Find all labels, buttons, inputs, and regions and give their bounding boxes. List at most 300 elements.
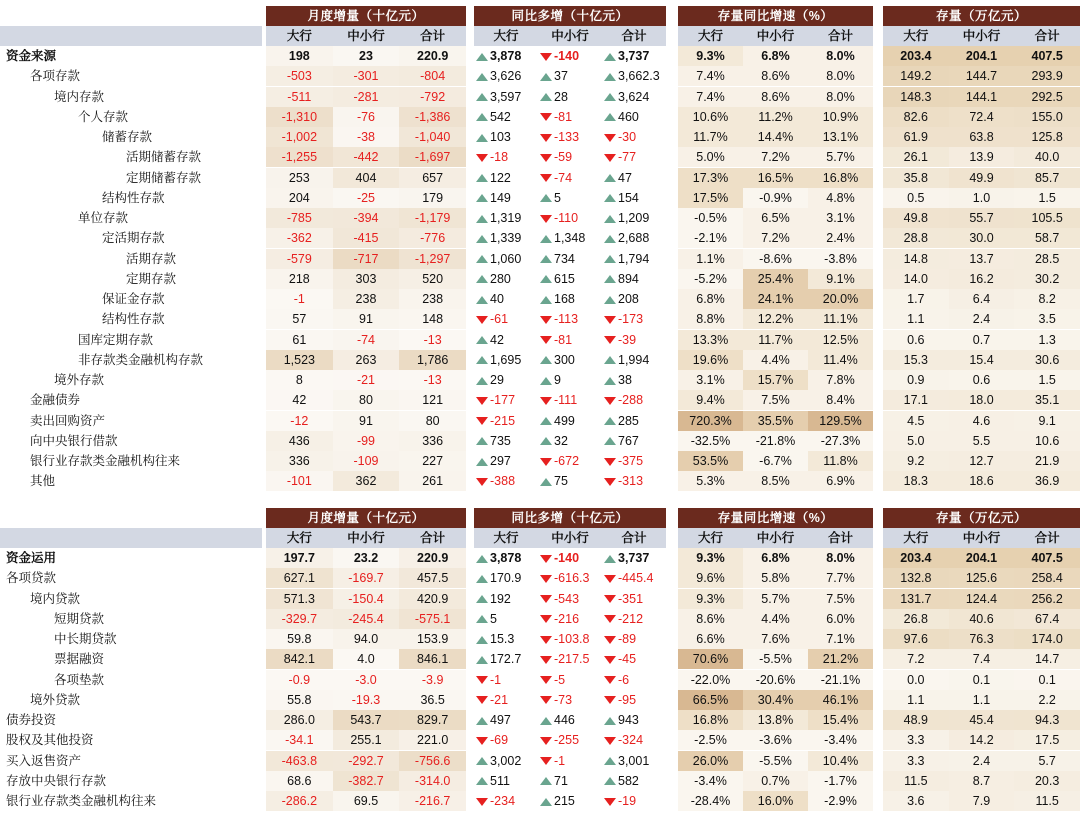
yoy-increase-cell — [604, 791, 666, 811]
yoy-increase-cell — [540, 609, 602, 629]
yoy-increase-cell — [604, 289, 666, 309]
growth-rate-cell: 9.1% — [808, 269, 873, 289]
monthly-increment-cell: -150.4 — [333, 589, 400, 609]
table-row — [0, 411, 1080, 431]
yoy-increase-value: -74 — [554, 170, 573, 185]
yoy-increase-cell — [604, 127, 666, 147]
growth-rate-cell: 11.1% — [808, 309, 873, 329]
balance-cell: 292.5 — [1014, 87, 1080, 107]
down-arrow-icon — [476, 478, 488, 486]
balance-cell: 0.1 — [949, 670, 1015, 690]
yoy-increase-value: -77 — [618, 150, 637, 165]
growth-rate-cell: 70.6% — [678, 649, 743, 669]
yoy-increase-cell — [476, 127, 538, 147]
growth-rate-cell: 16.8% — [678, 710, 743, 730]
yoy-increase-value: -61 — [490, 312, 509, 327]
yoy-increase-cell — [540, 690, 602, 710]
up-arrow-icon — [604, 777, 616, 785]
yoy-increase-cell — [604, 390, 666, 410]
growth-rate-cell: 11.7% — [743, 330, 808, 350]
yoy-increase-value: 32 — [554, 433, 568, 448]
monthly-increment-cell: 220.9 — [399, 46, 466, 66]
yoy-increase-value: -21 — [490, 692, 509, 707]
up-arrow-icon — [604, 215, 616, 223]
up-arrow-icon — [476, 93, 488, 101]
growth-rate-cell: -3.4% — [678, 771, 743, 791]
monthly-increment-cell: -13 — [399, 370, 466, 390]
monthly-increment-cell: -1,255 — [266, 147, 333, 167]
down-arrow-icon — [540, 575, 552, 583]
growth-rate-cell: 16.5% — [743, 168, 808, 188]
yoy-increase-cell — [604, 431, 666, 451]
monthly-increment-cell: -74 — [333, 330, 400, 350]
yoy-increase-value: 735 — [490, 433, 511, 448]
sub-header: 中小行 — [743, 26, 808, 46]
balance-cell: 0.6 — [949, 370, 1015, 390]
yoy-increase-value: 29 — [490, 373, 504, 387]
balance-cell: 17.5 — [1014, 730, 1080, 750]
group-header: 月度增量（十亿元） — [266, 508, 466, 528]
growth-rate-cell: 26.0% — [678, 751, 743, 771]
sub-header: 中小行 — [538, 26, 602, 46]
yoy-increase-cell — [540, 390, 602, 410]
up-arrow-icon — [604, 93, 616, 101]
monthly-increment-cell: -101 — [266, 471, 333, 491]
growth-rate-cell: 19.6% — [678, 350, 743, 370]
yoy-increase-value: -103.8 — [554, 632, 590, 646]
growth-rate-cell: -21.8% — [743, 431, 808, 451]
down-arrow-icon — [604, 656, 616, 664]
up-arrow-icon — [604, 174, 616, 182]
growth-rate-cell: -0.9% — [743, 188, 808, 208]
monthly-increment-cell: 255.1 — [333, 730, 400, 750]
up-arrow-icon — [604, 757, 616, 765]
balance-cell: 5.5 — [949, 431, 1015, 451]
balance-cell: 40.0 — [1014, 147, 1080, 167]
yoy-increase-cell — [540, 127, 602, 147]
monthly-increment-cell: -281 — [333, 87, 400, 107]
monthly-increment-cell: -314.0 — [399, 771, 466, 791]
growth-rate-cell: 8.8% — [678, 309, 743, 329]
up-arrow-icon — [540, 478, 552, 486]
growth-rate-cell: 6.6% — [678, 629, 743, 649]
yoy-increase-cell — [476, 168, 538, 188]
yoy-increase-cell — [604, 147, 666, 167]
sub-header: 合计 — [808, 26, 873, 46]
row-label: 活期储蓄存款 — [126, 150, 202, 165]
monthly-increment-cell: -362 — [266, 228, 333, 248]
row-label: 非存款类金融机构存款 — [78, 352, 204, 367]
yoy-increase-value: -616.3 — [554, 571, 590, 586]
yoy-increase-value: 215 — [554, 794, 575, 808]
monthly-increment-cell: 68.6 — [266, 771, 333, 791]
balance-cell: 0.6 — [883, 330, 949, 350]
yoy-increase-value: 1,060 — [490, 251, 522, 266]
row-label: 单位存款 — [78, 211, 129, 225]
yoy-increase-value: -1 — [490, 672, 502, 687]
growth-rate-cell: 7.6% — [743, 629, 808, 649]
monthly-increment-cell: -12 — [266, 411, 333, 431]
balance-cell: 293.9 — [1014, 66, 1080, 86]
yoy-increase-value: -288 — [618, 393, 644, 408]
growth-rate-cell: 9.3% — [678, 46, 743, 66]
growth-rate-cell: -3.6% — [743, 730, 808, 750]
table-row — [0, 771, 1080, 791]
balance-cell: 4.6 — [949, 411, 1015, 431]
yoy-increase-cell — [540, 309, 602, 329]
table-row — [0, 350, 1080, 370]
balance-cell: 15.4 — [949, 350, 1015, 370]
monthly-increment-cell: -394 — [333, 208, 400, 228]
balance-cell: 2.4 — [949, 309, 1015, 329]
balance-cell: 124.4 — [949, 589, 1015, 609]
up-arrow-icon — [540, 437, 552, 445]
balance-cell: 14.7 — [1014, 649, 1080, 669]
down-arrow-icon — [540, 636, 552, 644]
down-arrow-icon — [604, 737, 616, 745]
sub-header: 合计 — [602, 26, 666, 46]
balance-cell: 72.4 — [949, 107, 1015, 127]
yoy-increase-value: 40 — [490, 292, 504, 306]
yoy-increase-cell — [604, 451, 666, 471]
up-arrow-icon — [476, 215, 488, 223]
yoy-increase-value: -177 — [490, 393, 516, 408]
down-arrow-icon — [604, 397, 616, 405]
growth-rate-cell: 11.7% — [678, 127, 743, 147]
yoy-increase-cell — [476, 208, 538, 228]
yoy-increase-value: -59 — [554, 150, 573, 165]
growth-rate-cell: -5.5% — [743, 751, 808, 771]
growth-rate-cell: 5.8% — [743, 568, 808, 588]
down-arrow-icon — [540, 174, 552, 182]
balance-cell: 40.6 — [949, 609, 1015, 629]
yoy-increase-cell — [604, 411, 666, 431]
yoy-increase-value: 154 — [618, 190, 639, 205]
up-arrow-icon — [540, 235, 552, 243]
balance-cell: 0.5 — [883, 188, 949, 208]
up-arrow-icon — [604, 235, 616, 243]
monthly-increment-cell: 121 — [399, 390, 466, 410]
monthly-increment-cell: -1,179 — [399, 208, 466, 228]
monthly-increment-cell: -13 — [399, 330, 466, 350]
down-arrow-icon — [540, 737, 552, 745]
yoy-increase-value: -18 — [490, 150, 509, 165]
yoy-increase-cell — [604, 46, 666, 66]
row-label: 国库定期存款 — [78, 332, 154, 347]
yoy-increase-value: -19 — [618, 794, 637, 808]
yoy-increase-cell — [540, 670, 602, 690]
yoy-increase-cell — [540, 249, 602, 269]
monthly-increment-cell: 80 — [399, 411, 466, 431]
sub-header: 合计 — [808, 528, 873, 548]
balance-cell: 1.1 — [949, 690, 1015, 710]
row-label: 资金运用 — [6, 551, 57, 565]
table-row — [0, 629, 1080, 649]
balance-cell: 1.1 — [883, 690, 949, 710]
monthly-increment-cell: 91 — [333, 309, 400, 329]
growth-rate-cell: 11.8% — [808, 451, 873, 471]
balance-cell: 14.0 — [883, 269, 949, 289]
table-row — [0, 609, 1080, 629]
sub-header: 大行 — [678, 26, 743, 46]
monthly-increment-cell: -511 — [266, 87, 333, 107]
growth-rate-cell: 66.5% — [678, 690, 743, 710]
table-row — [0, 289, 1080, 309]
down-arrow-icon — [476, 676, 488, 684]
table-row — [0, 330, 1080, 350]
monthly-increment-cell: 148 — [399, 309, 466, 329]
yoy-increase-cell — [604, 269, 666, 289]
growth-rate-cell: 5.3% — [678, 471, 743, 491]
row-label: 各项贷款 — [6, 571, 57, 586]
growth-rate-cell: 8.6% — [678, 609, 743, 629]
yoy-increase-cell — [476, 751, 538, 771]
down-arrow-icon — [476, 397, 488, 405]
balance-cell: 48.9 — [883, 710, 949, 730]
growth-rate-cell: 15.4% — [808, 710, 873, 730]
balance-cell: 0.9 — [883, 370, 949, 390]
yoy-increase-cell — [604, 87, 666, 107]
up-arrow-icon — [540, 194, 552, 202]
table-row — [0, 269, 1080, 289]
balance-cell: 97.6 — [883, 629, 949, 649]
table-row — [0, 670, 1080, 690]
balance-cell: 26.8 — [883, 609, 949, 629]
monthly-increment-cell: 4.0 — [333, 649, 400, 669]
table-row — [0, 751, 1080, 771]
growth-rate-cell: -3.8% — [808, 249, 873, 269]
row-label: 短期贷款 — [54, 611, 105, 626]
yoy-increase-cell — [476, 431, 538, 451]
yoy-increase-cell — [604, 309, 666, 329]
yoy-increase-cell — [476, 411, 538, 431]
growth-rate-cell: -5.5% — [743, 649, 808, 669]
monthly-increment-cell: -25 — [333, 188, 400, 208]
yoy-increase-cell — [476, 670, 538, 690]
yoy-increase-value: -313 — [618, 474, 644, 489]
yoy-increase-value: 767 — [618, 433, 639, 448]
yoy-increase-value: 2,688 — [618, 231, 650, 246]
yoy-increase-cell — [540, 471, 602, 491]
growth-rate-cell: 7.7% — [808, 568, 873, 588]
yoy-increase-cell — [476, 451, 538, 471]
growth-rate-cell: 12.2% — [743, 309, 808, 329]
yoy-increase-value: -140 — [554, 49, 580, 63]
yoy-increase-value: 894 — [618, 271, 639, 286]
down-arrow-icon — [604, 676, 616, 684]
up-arrow-icon — [476, 717, 488, 725]
yoy-increase-value: 3,737 — [618, 551, 650, 565]
group-header: 存量同比增速（%） — [678, 508, 873, 528]
yoy-increase-cell — [476, 730, 538, 750]
table-row — [0, 188, 1080, 208]
monthly-increment-cell: 36.5 — [399, 690, 466, 710]
yoy-increase-value: -30 — [618, 130, 637, 144]
up-arrow-icon — [540, 296, 552, 304]
balance-cell: 20.3 — [1014, 771, 1080, 791]
monthly-increment-cell: 303 — [333, 269, 400, 289]
balance-cell: 5.7 — [1014, 751, 1080, 771]
monthly-increment-cell: -76 — [333, 107, 400, 127]
up-arrow-icon — [604, 194, 616, 202]
yoy-increase-value: -73 — [554, 692, 573, 707]
monthly-increment-cell: 420.9 — [399, 589, 466, 609]
yoy-increase-value: 3,662.3 — [618, 69, 660, 84]
growth-rate-cell: 25.4% — [743, 269, 808, 289]
growth-rate-cell: 129.5% — [808, 411, 873, 431]
growth-rate-cell: 9.3% — [678, 548, 743, 568]
up-arrow-icon — [604, 53, 616, 61]
up-arrow-icon — [604, 255, 616, 263]
yoy-increase-cell — [540, 451, 602, 471]
yoy-increase-cell — [604, 66, 666, 86]
monthly-increment-cell: 179 — [399, 188, 466, 208]
yoy-increase-value: 1,994 — [618, 352, 650, 367]
growth-rate-cell: 16.0% — [743, 791, 808, 811]
down-arrow-icon — [476, 798, 488, 806]
sub-header: 中小行 — [333, 528, 400, 548]
up-arrow-icon — [476, 437, 488, 445]
yoy-increase-value: 3,002 — [490, 753, 522, 768]
growth-rate-cell: -2.1% — [678, 228, 743, 248]
up-arrow-icon — [476, 113, 488, 121]
yoy-increase-value: 3,624 — [618, 89, 650, 104]
yoy-increase-value: 168 — [554, 292, 575, 306]
balance-cell: 94.3 — [1014, 710, 1080, 730]
table-row — [0, 147, 1080, 167]
balance-cell: 17.1 — [883, 390, 949, 410]
down-arrow-icon — [540, 615, 552, 623]
table-row — [0, 87, 1080, 107]
monthly-increment-cell: 42 — [266, 390, 333, 410]
growth-rate-cell: 24.1% — [743, 289, 808, 309]
yoy-increase-cell — [476, 87, 538, 107]
row-label: 境外存款 — [54, 373, 105, 387]
up-arrow-icon — [604, 73, 616, 81]
growth-rate-cell: -8.6% — [743, 249, 808, 269]
growth-rate-cell: 8.0% — [808, 66, 873, 86]
monthly-increment-cell: -1,002 — [266, 127, 333, 147]
balance-cell: 148.3 — [883, 87, 949, 107]
yoy-increase-cell — [540, 228, 602, 248]
yoy-increase-cell — [540, 629, 602, 649]
down-arrow-icon — [540, 656, 552, 664]
yoy-increase-value: 42 — [490, 332, 504, 347]
growth-rate-cell: 8.6% — [743, 66, 808, 86]
monthly-increment-cell: -109 — [333, 451, 400, 471]
yoy-increase-value: -89 — [618, 632, 637, 646]
monthly-increment-cell: 627.1 — [266, 568, 333, 588]
down-arrow-icon — [540, 134, 552, 142]
down-arrow-icon — [476, 417, 488, 425]
table-row — [0, 471, 1080, 491]
up-arrow-icon — [604, 275, 616, 283]
yoy-increase-cell — [476, 330, 538, 350]
yoy-increase-value: 37 — [554, 69, 568, 84]
monthly-increment-cell: -38 — [333, 127, 400, 147]
down-arrow-icon — [540, 397, 552, 405]
yoy-increase-cell — [540, 46, 602, 66]
balance-cell: 144.1 — [949, 87, 1015, 107]
yoy-increase-value: -111 — [554, 393, 578, 408]
yoy-increase-cell — [476, 46, 538, 66]
sub-header: 大行 — [474, 26, 538, 46]
balance-cell: 30.6 — [1014, 350, 1080, 370]
balance-cell: 13.7 — [949, 249, 1015, 269]
row-label: 票据融资 — [54, 652, 105, 667]
up-arrow-icon — [476, 194, 488, 202]
row-label: 中长期贷款 — [54, 632, 117, 646]
yoy-increase-value: -110 — [554, 211, 579, 225]
balance-cell: 407.5 — [1014, 46, 1080, 66]
down-arrow-icon — [604, 458, 616, 466]
balance-cell: 55.7 — [949, 208, 1015, 228]
yoy-increase-value: 3,001 — [618, 753, 650, 768]
table-row — [0, 568, 1080, 588]
yoy-increase-cell — [604, 589, 666, 609]
up-arrow-icon — [476, 595, 488, 603]
row-label: 定活期存款 — [102, 231, 165, 246]
label-header-strip — [0, 528, 262, 548]
monthly-increment-cell: -3.9 — [399, 670, 466, 690]
yoy-increase-value: 38 — [618, 373, 632, 387]
yoy-increase-value: -324 — [618, 733, 644, 748]
yoy-increase-cell — [604, 609, 666, 629]
monthly-increment-cell: 286.0 — [266, 710, 333, 730]
down-arrow-icon — [540, 757, 552, 765]
monthly-increment-cell: 238 — [333, 289, 400, 309]
growth-rate-cell: 4.4% — [743, 350, 808, 370]
sub-header: 中小行 — [743, 528, 808, 548]
up-arrow-icon — [476, 757, 488, 765]
balance-cell: 149.2 — [883, 66, 949, 86]
yoy-increase-cell — [476, 309, 538, 329]
yoy-increase-cell — [476, 188, 538, 208]
yoy-increase-cell — [476, 568, 538, 588]
yoy-increase-cell — [540, 107, 602, 127]
monthly-increment-cell: 227 — [399, 451, 466, 471]
balance-cell: 11.5 — [883, 771, 949, 791]
yoy-increase-cell — [540, 147, 602, 167]
growth-rate-cell: -2.9% — [808, 791, 873, 811]
row-label: 境内贷款 — [30, 591, 81, 606]
monthly-increment-cell: -19.3 — [333, 690, 400, 710]
yoy-increase-cell — [476, 771, 538, 791]
down-arrow-icon — [476, 696, 488, 704]
balance-cell: 2.4 — [949, 751, 1015, 771]
monthly-increment-cell: 8 — [266, 370, 333, 390]
yoy-increase-value: 542 — [490, 109, 511, 124]
yoy-increase-value: -113 — [554, 312, 579, 327]
growth-rate-cell: 16.8% — [808, 168, 873, 188]
up-arrow-icon — [604, 356, 616, 364]
yoy-increase-value: 582 — [618, 773, 639, 788]
monthly-increment-cell: 94.0 — [333, 629, 400, 649]
up-arrow-icon — [476, 134, 488, 142]
yoy-increase-cell — [604, 629, 666, 649]
down-arrow-icon — [604, 798, 616, 806]
sub-header: 合计 — [602, 528, 666, 548]
group-header: 存量同比增速（%） — [678, 6, 873, 26]
monthly-increment-cell: 218 — [266, 269, 333, 289]
growth-rate-cell: 11.2% — [743, 107, 808, 127]
growth-rate-cell: -5.2% — [678, 269, 743, 289]
up-arrow-icon — [540, 417, 552, 425]
yoy-increase-cell — [604, 168, 666, 188]
growth-rate-cell: 6.8% — [743, 548, 808, 568]
table-row — [0, 649, 1080, 669]
yoy-increase-value: 47 — [618, 170, 632, 185]
